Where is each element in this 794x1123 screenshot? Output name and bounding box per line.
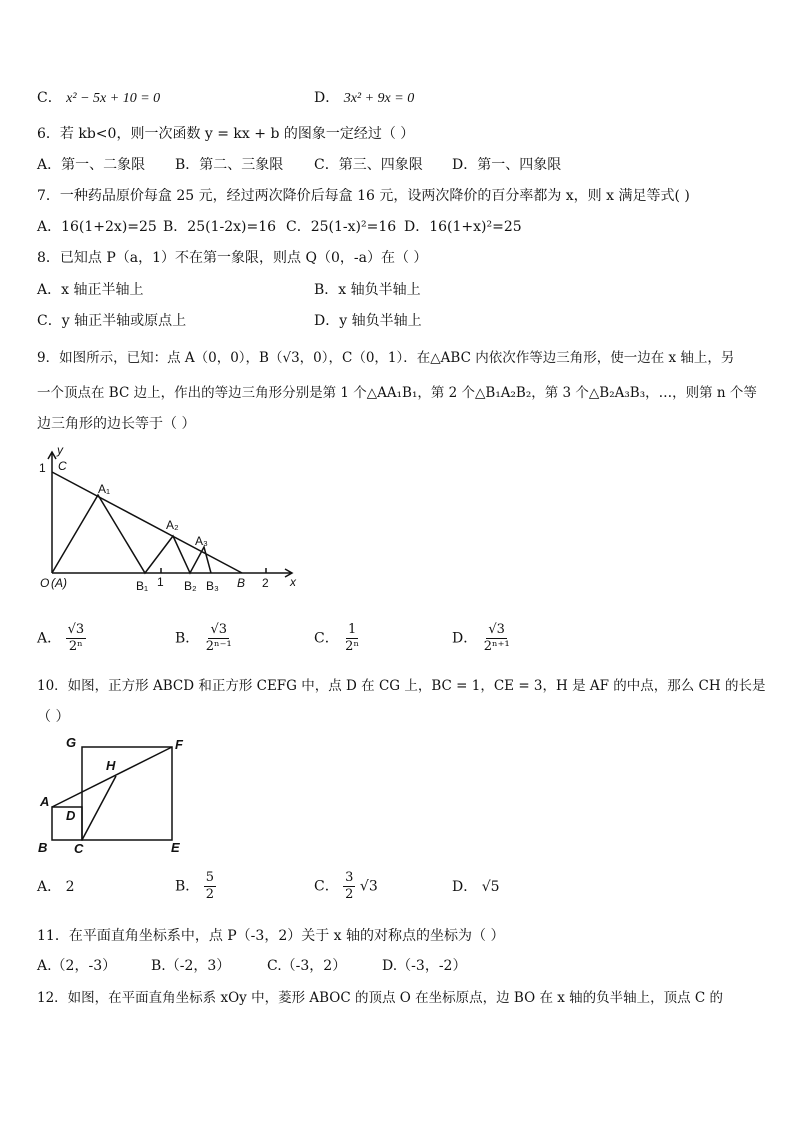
q9-figure — [30, 440, 300, 600]
q9-option-d-num: √3 — [488, 622, 505, 637]
q10-label-b: B — [38, 840, 48, 855]
q9-option-a — [37, 622, 86, 655]
q10-option-a-value: 2 — [65, 879, 75, 895]
q9-option-c — [314, 622, 361, 655]
q9-label-a1: A₁ — [98, 482, 111, 496]
q10-stem-line1: 10．如图，正方形 ABCD 和正方形 CEFG 中，点 D 在 CG 上，BC = 1，CE = 3，H 是 AF 的中点，那么 CH 的长是 — [37, 678, 766, 694]
q8-stem: 8．已知点 P（a，1）不在第一象限，则点 Q（0，-a）在（ ） — [37, 250, 428, 266]
q10-option-b-label: B． — [175, 878, 200, 895]
q6-option-c: C．第三、四象限 — [314, 157, 423, 173]
q10-label-f: F — [175, 737, 183, 752]
q10-label-d: D — [66, 808, 76, 823]
q9-option-c-label: C． — [314, 630, 339, 647]
q7-stem: 7．一种药品原价每盒 25 元，经过两次降价后每盒 16 元，设两次降价的百分率都为 x，则 x 满足等式( ) — [37, 188, 690, 204]
q10-option-d-value: √5 — [481, 879, 500, 895]
q9-label-b2: B₂ — [184, 579, 197, 593]
q9-label-two: 2 — [262, 576, 269, 590]
q11-option-a: A.（2，-3） — [37, 958, 117, 974]
q9-label-c: C — [58, 459, 67, 473]
q10-option-c-den: 2 — [345, 887, 354, 902]
q11-stem: 11．在平面直角坐标系中，点 P（-3，2）关于 x 轴的对称点的坐标为（ ） — [37, 928, 505, 944]
q10-option-a — [37, 877, 75, 897]
q9-option-c-num: 1 — [347, 622, 357, 637]
q10-option-c — [314, 870, 378, 903]
q12-stem: 12．如图，在平面直角坐标系 xOy 中，菱形 ABOC 的顶点 O 在坐标原点，边 BO 在 x 轴的负半轴上，顶点 C 的 — [37, 990, 724, 1006]
q9-label-a3: A₃ — [195, 534, 208, 548]
q8-option-d: D．y 轴负半轴上 — [314, 313, 422, 329]
q9-option-d-label: D． — [452, 630, 478, 647]
q9-stem-line3: 边三角形的边长等于（ ） — [37, 416, 196, 432]
q10-stem-line2: （ ） — [37, 709, 70, 725]
q5-option-c — [37, 88, 160, 109]
q9-label-b: B — [237, 576, 246, 590]
q9-stem-line1: 9．如图所示，已知：点 A（0，0），B（√3，0），C（0，1）．在△ABC 内依次作等边三角形，使一边在 x 轴上，另 — [37, 350, 735, 366]
q10-label-h: H — [106, 758, 116, 773]
q10-option-b — [175, 870, 216, 903]
q6-stem: 6．若 kb<0，则一次函数 y = kx + b 的图象一定经过（ ） — [37, 126, 415, 142]
q9-option-a-den: 2ⁿ — [68, 639, 83, 654]
q10-option-a-label: A． — [37, 879, 62, 895]
q9-option-c-den: 2ⁿ — [345, 639, 360, 654]
q10-option-d — [452, 877, 500, 897]
q10-option-c-num: 3 — [345, 870, 354, 885]
q11-option-d: D.（-3，-2） — [382, 958, 467, 974]
q9-label-o: O — [40, 576, 50, 590]
q8-option-b: B．x 轴负半轴上 — [314, 282, 421, 298]
q10-option-c-fraction — [343, 870, 355, 903]
q7-option-a: A．16(1+2x)=25 — [37, 219, 157, 235]
q8-option-a: A．x 轴正半轴上 — [37, 282, 144, 298]
q11-option-c: C.（-3，2） — [267, 958, 347, 974]
q10-label-e: E — [171, 840, 180, 855]
q9-option-d-den: 2ⁿ⁺¹ — [483, 639, 510, 654]
q9-option-b-den: 2ⁿ⁻¹ — [205, 639, 232, 654]
q9-option-a-label: A． — [37, 630, 62, 647]
q7-option-b: B．25(1-2x)=16 — [163, 219, 277, 235]
q9-label-a-paren: (A) — [51, 576, 67, 590]
q9-label-b3: B₃ — [206, 579, 219, 593]
q10-label-c: C — [74, 841, 84, 856]
q11-option-b: B.（-2，3） — [151, 958, 231, 974]
q10-label-g: G — [66, 735, 77, 750]
q9-label-x: x — [290, 575, 296, 589]
q5-option-c-equation: x² − 5x + 10 = 0 — [66, 91, 161, 106]
q9-option-c-fraction — [343, 622, 361, 655]
q9-option-a-fraction — [66, 622, 87, 655]
q10-option-c-label: C． — [314, 878, 339, 895]
q9-option-d-fraction — [482, 622, 512, 655]
q5-option-d-equation: 3x² + 9x = 0 — [343, 91, 415, 106]
q9-label-one-y: 1 — [39, 461, 46, 475]
q9-option-b-num: √3 — [210, 622, 228, 637]
q9-label-y: y — [57, 443, 63, 457]
q9-option-b-label: B． — [175, 630, 200, 647]
q10-label-a: A — [40, 794, 50, 809]
q5-option-c-label: C． — [37, 90, 62, 106]
q7-option-c: C．25(1-x)²=16 — [286, 219, 397, 235]
q10-option-c-root: √3 — [359, 878, 378, 895]
q9-option-b — [175, 622, 234, 655]
q9-label-one-x: 1 — [157, 575, 164, 589]
q6-option-b: B．第二、三象限 — [175, 157, 284, 173]
q10-option-b-num: 5 — [205, 870, 215, 885]
q8-option-c: C．y 轴正半轴或原点上 — [37, 313, 187, 329]
q10-option-b-den: 2 — [205, 887, 215, 902]
q9-label-b1: B₁ — [136, 579, 149, 593]
q6-option-d: D．第一、四象限 — [452, 157, 562, 173]
q10-figure — [34, 732, 214, 857]
q6-option-a: A．第一、二象限 — [37, 157, 146, 173]
q10-option-b-fraction — [204, 870, 216, 903]
q9-option-b-fraction — [204, 622, 234, 655]
q9-option-d — [452, 622, 512, 655]
q5-option-d — [314, 88, 414, 109]
q9-stem-line2: 一个顶点在 BC 边上，作出的等边三角形分别是第 1 个△AA₁B₁，第 2 个△B₁A₂B₂，第 3 个△B₂A₃B₃，…，则第 n 个等 — [37, 385, 757, 401]
q9-label-a2: A₂ — [166, 518, 179, 532]
q7-option-d: D．16(1+x)²=25 — [404, 219, 522, 235]
q5-option-d-label: D． — [314, 90, 340, 106]
q10-option-d-label: D． — [452, 879, 478, 895]
q9-option-a-num: √3 — [67, 622, 85, 637]
